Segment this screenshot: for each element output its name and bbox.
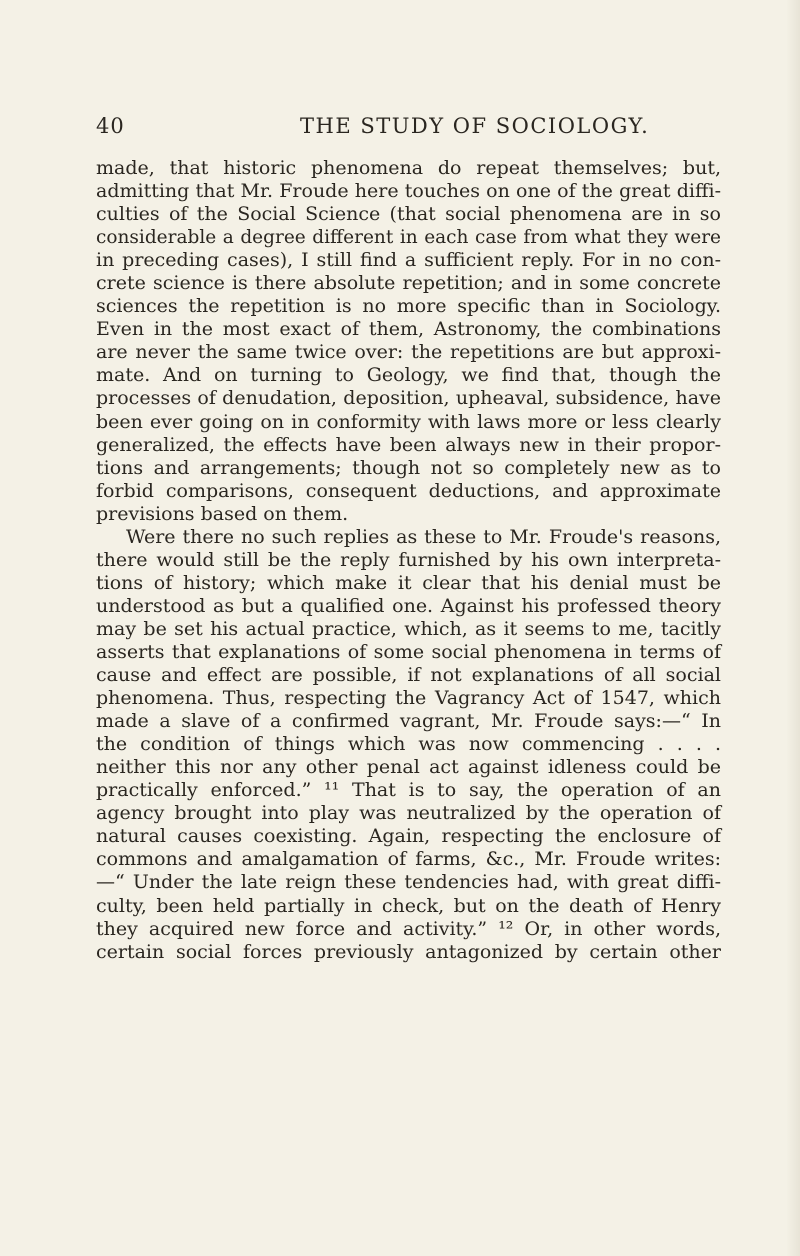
text-line: made a slave of a confirmed vagrant, Mr. Froude says:—“ In <box>96 710 721 733</box>
text-line: considerable a degree different in each case from what they were <box>96 227 721 249</box>
text-line: been ever going on in conformity with laws more or less clearly <box>96 410 721 433</box>
text-line: they acquired new force and activity.” ¹² Or, in other words, <box>96 917 721 940</box>
text-line: —“ Under the late reign these tendencies had, with great diffi- <box>96 871 721 894</box>
text-line: agency brought into play was neutralized by the operation of <box>96 802 721 825</box>
text-line: natural causes coexisting. Again, respecting the enclosure of <box>96 825 721 848</box>
text-line: crete science is there absolute repetition; and in some concrete <box>96 272 721 295</box>
body-text <box>96 157 721 964</box>
text-line: previsions based on them. <box>96 502 349 525</box>
text-line: understood as but a qualified one. Against his professed theory <box>96 594 721 617</box>
text-line: cause and effect are possible, if not explanations of all social <box>96 664 721 687</box>
text-line: are never the same twice over: the repetitions are but approxi- <box>96 341 721 364</box>
text-line: tions of history; which make it clear that his denial must be <box>96 571 721 594</box>
page-edge-shadow <box>786 0 800 1256</box>
text-line: sciences the repetition is no more specific than in Sociology. <box>96 295 721 318</box>
text-line: may be set his actual practice, which, as it seems to me, tacitly <box>96 617 721 640</box>
text-line: neither this nor any other penal act against idleness could be <box>96 756 721 779</box>
text-line: mate. And on turning to Geology, we find that, though the <box>96 364 721 387</box>
text-line: phenomena. Thus, respecting the Vagrancy Act of 1547, which <box>96 687 721 710</box>
text-line: forbid comparisons, consequent deductions, and approximate <box>96 479 721 502</box>
text-line: tions and arrangements; though not so completely new as to <box>96 456 721 479</box>
text-line: in preceding cases), I still find a sufficient reply. For in no con- <box>96 249 721 272</box>
text-line: generalized, the effects have been always new in their propor- <box>96 433 721 456</box>
text-line: the condition of things which was now commencing . . . . <box>96 733 721 756</box>
text-line: commons and amalgamation of farms, &c., Mr. Froude writes: <box>96 848 721 871</box>
page-header <box>96 114 704 144</box>
text-line: asserts that explanations of some social phenomena in terms of <box>96 640 721 663</box>
text-line: culties of the Social Science (that social phenomena are in so <box>96 203 721 226</box>
text-line: certain social forces previously antagonized by certain other <box>96 940 721 963</box>
text-line: admitting that Mr. Froude here touches on one of the great diffi- <box>96 180 721 203</box>
running-head: THE STUDY OF SOCIOLOGY. <box>300 114 650 138</box>
text-line: Even in the most exact of them, Astronomy, the combinations <box>96 318 721 341</box>
text-line: culty, been held partially in check, but on the death of Henry <box>96 894 721 917</box>
text-line: practically enforced.” ¹¹ That is to say, the operation of an <box>96 779 721 802</box>
page-number: 40 <box>96 114 125 138</box>
text-line: made, that historic phenomena do repeat themselves; but, <box>96 157 721 179</box>
text-line: Were there no such replies as these to Mr. Froude's reasons, <box>126 525 721 548</box>
text-line: processes of denudation, deposition, upheaval, subsidence, have <box>96 387 721 410</box>
text-line: there would still be the reply furnished by his own interpreta- <box>96 548 721 571</box>
